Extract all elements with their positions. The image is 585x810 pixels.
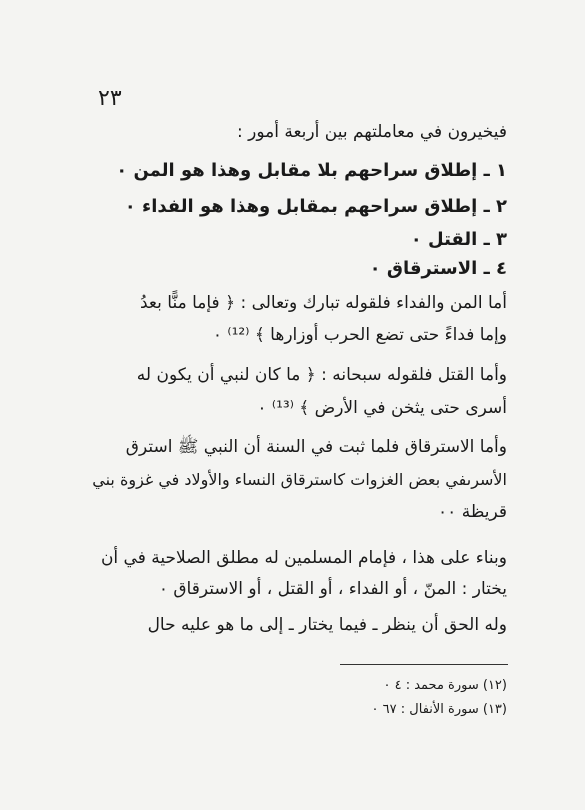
text-line: وإما فداءً حتى تضع الحرب أوزارها ﴾ ⁽¹²⁾ ٠ [212, 325, 507, 345]
page-number: ٢٣ [98, 86, 122, 111]
footnote: (١٣) سورة الأنفال : ٦٧ ٠ [371, 702, 507, 717]
text-line: الأسرىفي بعض الغزوات كاسترقاق النساء والأولاد في غزوة بني [92, 470, 507, 489]
text-line: فيخيرون في معاملتهم بين أربعة أمور : [237, 122, 507, 142]
text-line: وأما القتل فلقوله سبحانه : ﴿ ما كان لنبي أن يكون له [136, 365, 507, 385]
text-line: أما المن والفداء فلقوله تبارك وتعالى : ﴿ فإما منًّا بعدُ [140, 293, 507, 313]
body-text [86, 0, 507, 660]
text-line: يختار : المنّ ، أو الفداء ، أو القتل ، أو الاسترقاق ٠ [158, 579, 507, 599]
text-line: أسرى حتى يثخن في الأرض ﴾ ⁽¹³⁾ ٠ [257, 398, 507, 418]
text-line: وأما الاسترقاق فلما ثبت في السنة أن النبي ﷺ استرق [125, 437, 507, 457]
list-item: ١ ـ إطلاق سراحهم بلا مقابل وهذا هو المن ٠ [116, 160, 507, 181]
list-item: ٤ ـ الاسترقاق ٠ [369, 258, 507, 279]
footnote: (١٢) سورة محمد : ٤ ٠ [383, 678, 507, 693]
footnote-divider [340, 664, 508, 665]
list-item: ٢ ـ إطلاق سراحهم بمقابل وهذا هو الفداء ٠ [124, 196, 507, 217]
text-line: وله الحق أن ينظر ـ فيما يختار ـ إلى ما هو عليه حال [147, 615, 507, 635]
text-line: وبناء على هذا ، فإمام المسلمين له مطلق الصلاحية في أن [100, 548, 507, 568]
list-item: ٣ ـ القتل ٠ [410, 229, 507, 250]
text-line: قريظة ٠٠ [438, 502, 507, 522]
